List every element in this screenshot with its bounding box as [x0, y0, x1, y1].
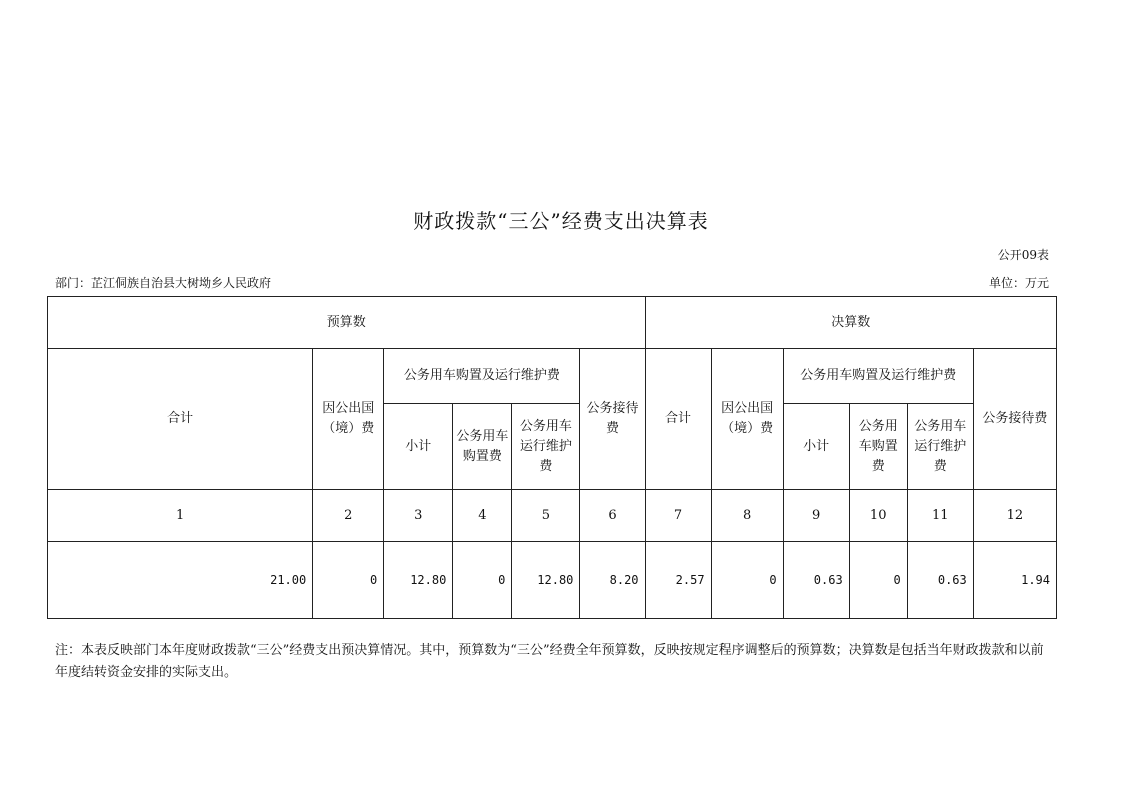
final-vehicle-subtotal-value: 0.63	[783, 542, 849, 619]
three-public-expense-table	[47, 296, 1057, 619]
final-vehicle-operation-header: 公务用车运行维护费	[907, 404, 973, 490]
budget-vehicle-purchase-value: 0	[453, 542, 512, 619]
final-subtotal-header: 小计	[783, 404, 849, 490]
budget-vehicle-operation-header: 公务用车运行维护费	[512, 404, 580, 490]
index-cell: 8	[711, 490, 783, 542]
value-row	[48, 542, 1057, 619]
final-vehicle-purchase-value: 0	[849, 542, 907, 619]
page-title: 财政拨款“三公”经费支出决算表	[413, 209, 709, 233]
final-vehicle-group-header: 公务用车购置及运行维护费	[783, 349, 973, 404]
budget-total-header: 合计	[48, 349, 313, 490]
budget-group-header: 预算数	[48, 297, 646, 349]
unit-label: 单位：万元	[988, 276, 1049, 290]
index-cell: 9	[783, 490, 849, 542]
budget-vehicle-subtotal-value: 12.80	[384, 542, 453, 619]
budget-vehicle-purchase-header: 公务用车购置费	[453, 404, 512, 490]
index-cell: 5	[512, 490, 580, 542]
final-abroad-value: 0	[711, 542, 783, 619]
budget-subtotal-header: 小计	[384, 404, 453, 490]
budget-total-value: 21.00	[48, 542, 313, 619]
final-total-header: 合计	[645, 349, 711, 490]
final-total-value: 2.57	[645, 542, 711, 619]
department-label: 部门：芷江侗族自治县大树坳乡人民政府	[55, 276, 272, 290]
index-cell: 11	[907, 490, 973, 542]
index-cell: 1	[48, 490, 313, 542]
final-vehicle-purchase-header: 公务用车购置费	[849, 404, 907, 490]
final-group-header: 决算数	[645, 297, 1056, 349]
final-reception-header: 公务接待费	[973, 349, 1056, 490]
budget-abroad-value: 0	[313, 542, 384, 619]
budget-reception-value: 8.20	[580, 542, 645, 619]
budget-vehicle-group-header: 公务用车购置及运行维护费	[384, 349, 580, 404]
footnote: 注：本表反映部门本年度财政拨款“三公”经费支出预决算情况。其中，预算数为“三公”经费全年预算数，反映按规定程序调整后的预算数；决算数是包括当年财政拨款和以前年度结转资金安排的实际支出。	[55, 643, 1044, 680]
index-cell: 3	[384, 490, 453, 542]
index-cell: 12	[973, 490, 1056, 542]
index-cell: 4	[453, 490, 512, 542]
budget-abroad-header: 因公出国（境）费	[313, 349, 384, 490]
index-cell: 6	[580, 490, 645, 542]
final-vehicle-operation-value: 0.63	[907, 542, 973, 619]
index-cell: 10	[849, 490, 907, 542]
budget-vehicle-operation-value: 12.80	[512, 542, 580, 619]
final-reception-value: 1.94	[973, 542, 1056, 619]
budget-reception-header: 公务接待费	[580, 349, 645, 490]
form-number: 公开09表	[997, 248, 1049, 262]
index-row	[48, 490, 1057, 542]
index-cell: 7	[645, 490, 711, 542]
final-abroad-header: 因公出国（境）费	[711, 349, 783, 490]
index-cell: 2	[313, 490, 384, 542]
